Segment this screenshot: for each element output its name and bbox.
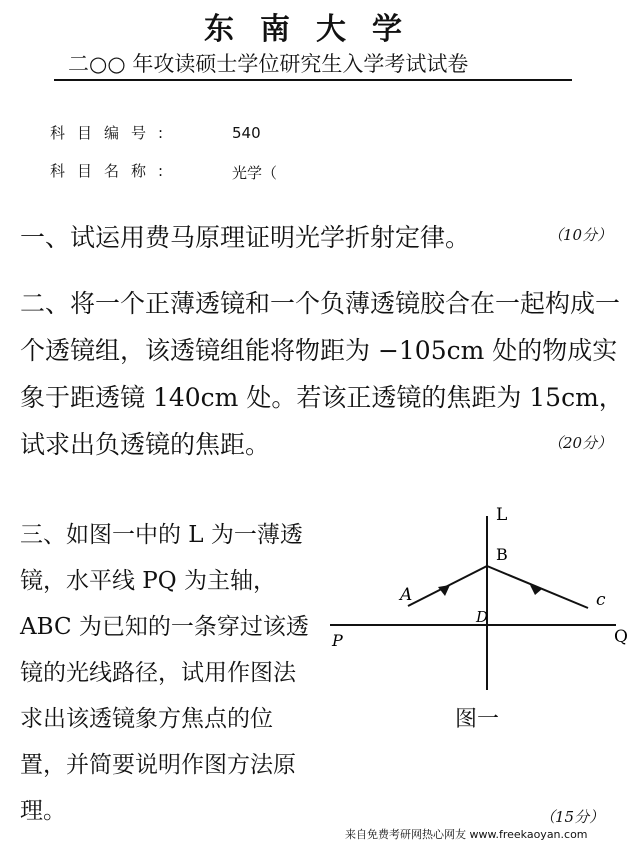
label-L: L [496, 505, 508, 525]
figure-caption: 图一 [455, 707, 500, 732]
question-1: 一、试运用费马原理证明光学折射定律。 [20, 223, 471, 252]
label-B: B [496, 545, 508, 564]
question-2-score: （20分） [548, 434, 613, 452]
label-P: P [332, 631, 343, 650]
question-3-score: （15分） [540, 808, 605, 826]
subject-code-value: 540 [232, 124, 261, 142]
subject-name-label: 科目名称: [50, 162, 176, 180]
question-2: 二、将一个正薄透镜和一个负薄透镜胶合在一起构成一个透镜组，该透镜组能将物距为 −105cm 处的物成实象于距透镜 140cm 处。若该正透镜的焦距为 15cm，试求出负透镜的焦距。 [20, 289, 624, 459]
exam-title: 二○○ 年攻读硕士学位研究生入学考试试卷 [68, 52, 469, 76]
label-Q: Q [614, 627, 628, 647]
label-C: c [596, 590, 606, 610]
source-footer: 来自免费考研网热心网友 www.freekaoyan.com [345, 828, 588, 841]
subject-code-label: 科目编号: [50, 124, 176, 142]
ray-bc [487, 566, 588, 608]
university-title: 东南大学 [204, 12, 428, 47]
label-D: D [476, 608, 489, 626]
label-A: A [400, 585, 413, 605]
question-3: 三、如图一中的 L 为一薄透镜，水平线 PQ 为主轴，ABC 为已知的一条穿过该透镜的光线路径，试用作图法求出该透镜象方焦点的位置，并简要说明作图方法原理。 [20, 522, 309, 824]
subject-name-value: 光学（ [232, 164, 278, 182]
question-1-score: （10分） [548, 226, 613, 244]
title-underline [54, 79, 572, 81]
